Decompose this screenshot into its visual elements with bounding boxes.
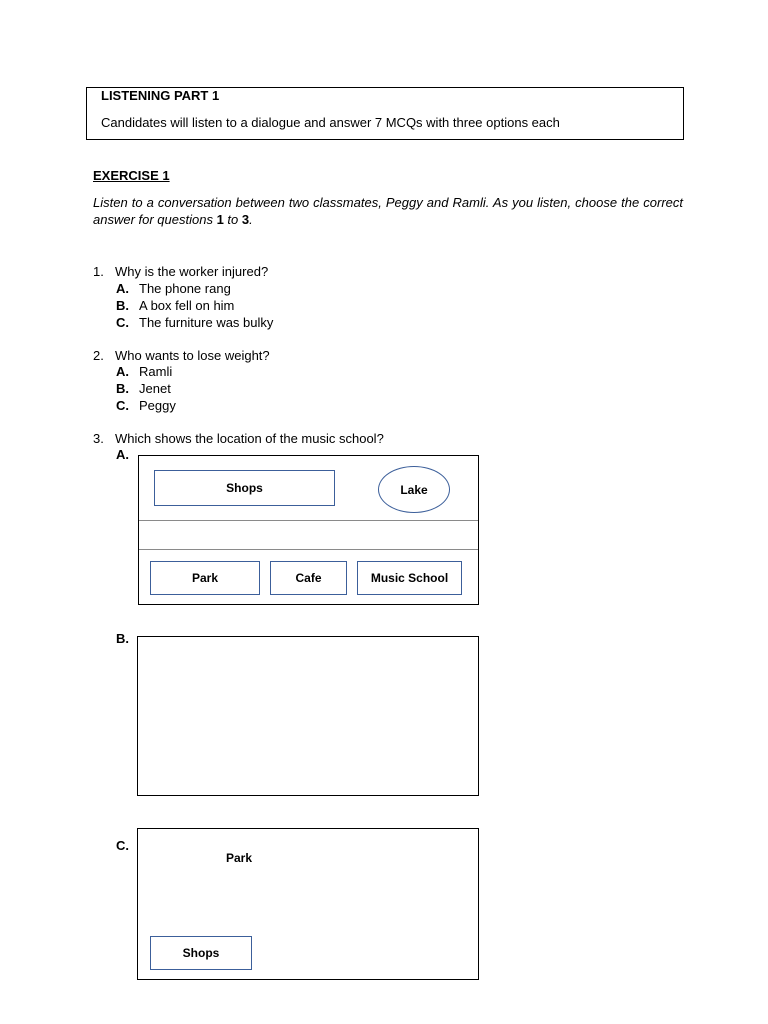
option-3a-letter: A. [116, 447, 129, 462]
question-text: Which shows the location of the music school? [115, 431, 384, 446]
option-2c[interactable]: C. Peggy [116, 398, 176, 413]
exercise-instruction: Listen to a conversation between two classmates, Peggy and Ramli. As you listen, choose the correct answer for questions 1 to 3. [93, 195, 683, 227]
map-a-road-top-edge [139, 520, 478, 521]
map-option-b[interactable] [137, 636, 479, 796]
option-1b[interactable]: B. A box fell on him [116, 298, 235, 313]
map-a-road-bottom-edge [139, 549, 478, 550]
map-a-music-school: Music School [357, 561, 462, 595]
exercise-title: EXERCISE 1 [93, 168, 170, 183]
question-number: 2. [93, 348, 104, 363]
option-1a[interactable]: A. The phone rang [116, 281, 231, 296]
option-1c[interactable]: C. The furniture was bulky [116, 315, 274, 330]
map-option-c[interactable] [137, 828, 479, 980]
map-a-lake: Lake [378, 466, 450, 513]
option-2b[interactable]: B. Jenet [116, 381, 171, 396]
question-text: Why is the worker injured? [115, 264, 269, 279]
option-3b-letter: B. [116, 631, 129, 646]
question-2 [93, 347, 270, 364]
map-a-shops: Shops [154, 470, 335, 506]
question-text: Who wants to lose weight? [115, 348, 270, 363]
option-3c-letter: C. [116, 838, 129, 853]
question-number: 1. [93, 264, 104, 279]
map-a-cafe: Cafe [270, 561, 347, 595]
question-3 [93, 430, 384, 447]
section-description: Candidates will listen to a dialogue and answer 7 MCQs with three options each [101, 115, 560, 130]
question-1 [93, 263, 268, 280]
map-option-a[interactable] [138, 455, 479, 605]
map-c-park: Park [226, 851, 253, 865]
question-number: 3. [93, 431, 104, 446]
map-c-shops: Shops [150, 936, 252, 970]
option-2a[interactable]: A. Ramli [116, 364, 173, 379]
map-a-park: Park [150, 561, 260, 595]
section-title: LISTENING PART 1 [101, 88, 220, 103]
